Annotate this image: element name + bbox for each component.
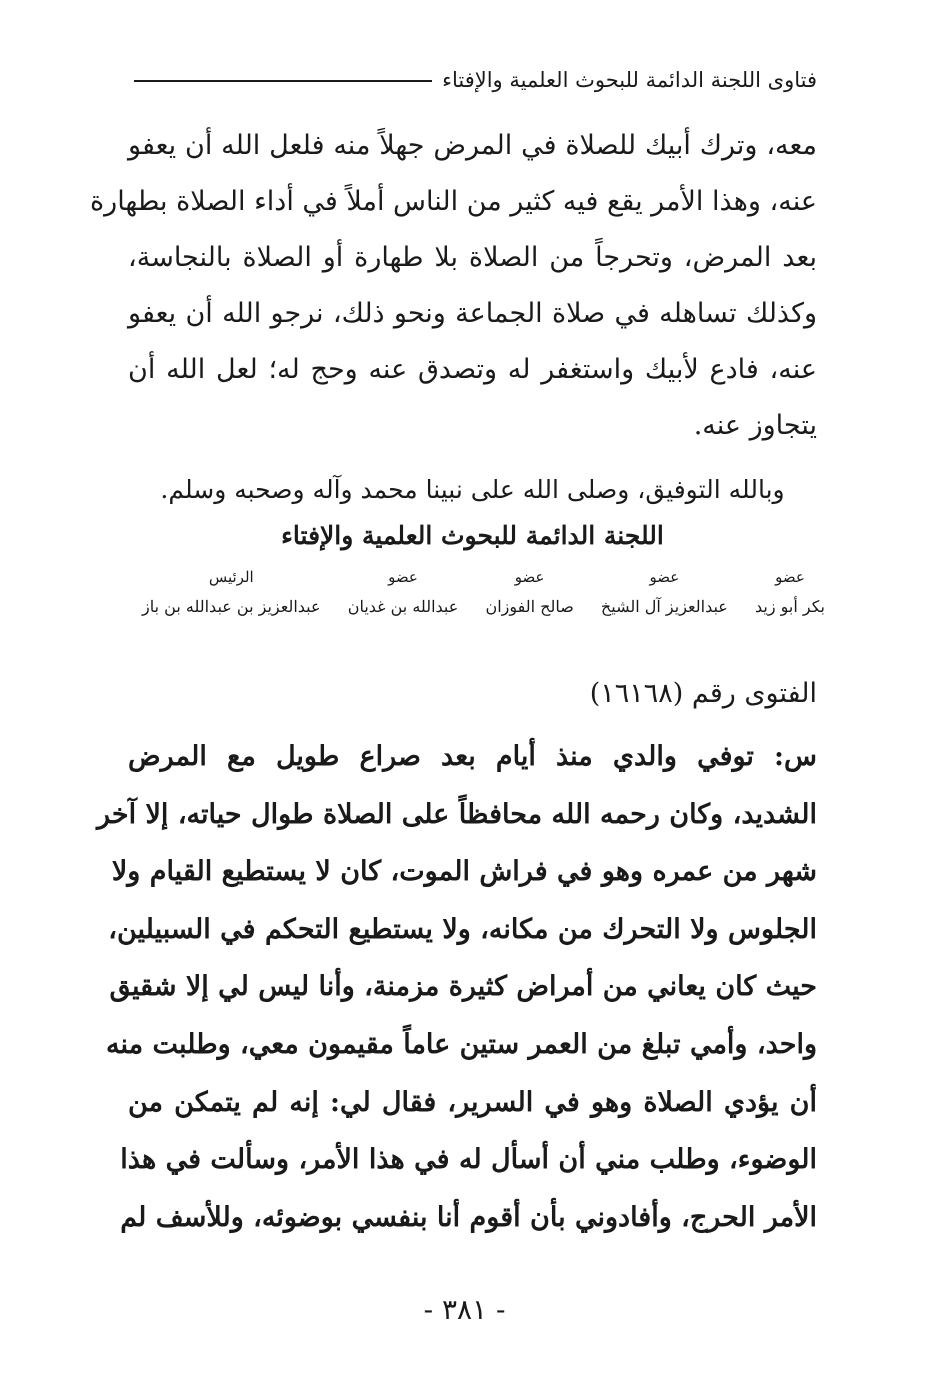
signatory: [485, 562, 573, 632]
signatory-name: بكر أبو زيد: [754, 597, 825, 616]
signatory-chair: [142, 562, 321, 632]
text-line: أن يؤدي الصلاة وهو في السرير، فقال لي: إنه لم يتمكن من: [128, 1086, 817, 1118]
signatory-role: عضو: [649, 568, 680, 586]
committee-title: اللجنة الدائمة للبحوث العلمية والإفتاء: [281, 521, 664, 550]
signatory-role: عضو: [514, 568, 545, 586]
text-line: الجلوس ولا التحرك من مكانه، ولا يستطيع التحكم في السبيلين،: [108, 913, 817, 945]
question-paragraph: [97, 728, 817, 1246]
signatory: [601, 562, 728, 632]
signatory-role: الرئيس: [208, 568, 254, 586]
text-line: شهر من عمره وهو في فراش الموت، كان لا يستطيع القيام ولا: [111, 856, 817, 888]
text-line: بعد المرض، وتحرجاً من الصلاة بلا طهارة أو الصلاة بالنجاسة،: [128, 242, 817, 273]
text-line: عنه، وهذا الأمر يقع فيه كثير من الناس أملاً في أداء الصلاة بطهارة: [90, 186, 817, 217]
text-line: س: توفي والدي منذ أيام بعد صراع طويل مع المرض: [128, 741, 817, 772]
text-line: وكذلك تساهله في صلاة الجماعة ونحو ذلك، نرجو الله أن يعفو: [128, 298, 817, 329]
signatory: [755, 562, 825, 632]
text-line: معه، وترك أبيك للصلاة في المرض جهلاً منه فلعل الله أن يعفو: [128, 130, 817, 161]
text-line: يتجاوز عنه.: [693, 410, 817, 441]
text-line: الأمر الحرج، وأفادوني بأن أقوم أنا بنفسي بوضوئه، وللأسف لم: [120, 1201, 817, 1233]
fatwa-number-heading: الفتوى رقم (١٦١٦٨): [589, 678, 817, 709]
signatory-role: عضو: [775, 568, 805, 586]
closing-formula: وبالله التوفيق، وصلى الله على نبينا محمد وآله وصحبه وسلم.: [160, 475, 785, 504]
signatory-name: عبدالله بن غديان: [347, 597, 459, 616]
text-line: حيث كان يعاني من أمراض كثيرة مزمنة، وأنا ليس لي إلا شقيق: [109, 971, 817, 1003]
signatory-name: عبدالعزيز آل الشيخ: [600, 597, 728, 616]
page-number: - ٣٨١ -: [423, 1293, 506, 1326]
signatory-name: عبدالعزيز بن عبدالله بن باز: [142, 597, 321, 616]
text-line: الوضوء، وطلب مني أن أسأل له في هذا الأمر، وسألت في هذا: [120, 1144, 817, 1176]
running-header: [134, 60, 817, 100]
text-line: واحد، وأمي تبلغ من العمر ستين عاماً مقيمون معي، وطلبت منه: [106, 1028, 817, 1060]
running-header-title: فتاوى اللجنة الدائمة للبحوث العلمية والإفتاء: [442, 68, 817, 92]
signatory: [348, 562, 459, 632]
signatory-name: صالح الفوزان: [485, 597, 574, 616]
signatories: [142, 562, 825, 632]
signatory-role: عضو: [388, 568, 418, 586]
header-rule: [134, 80, 432, 82]
answer-paragraph: [90, 118, 817, 454]
text-line: عنه، فادع لأبيك واستغفر له وتصدق عنه وحج له؛ لعل الله أن: [128, 354, 817, 385]
text-line: الشديد، وكان رحمه الله محافظاً على الصلاة طوال حياته، إلا آخر: [97, 798, 817, 830]
